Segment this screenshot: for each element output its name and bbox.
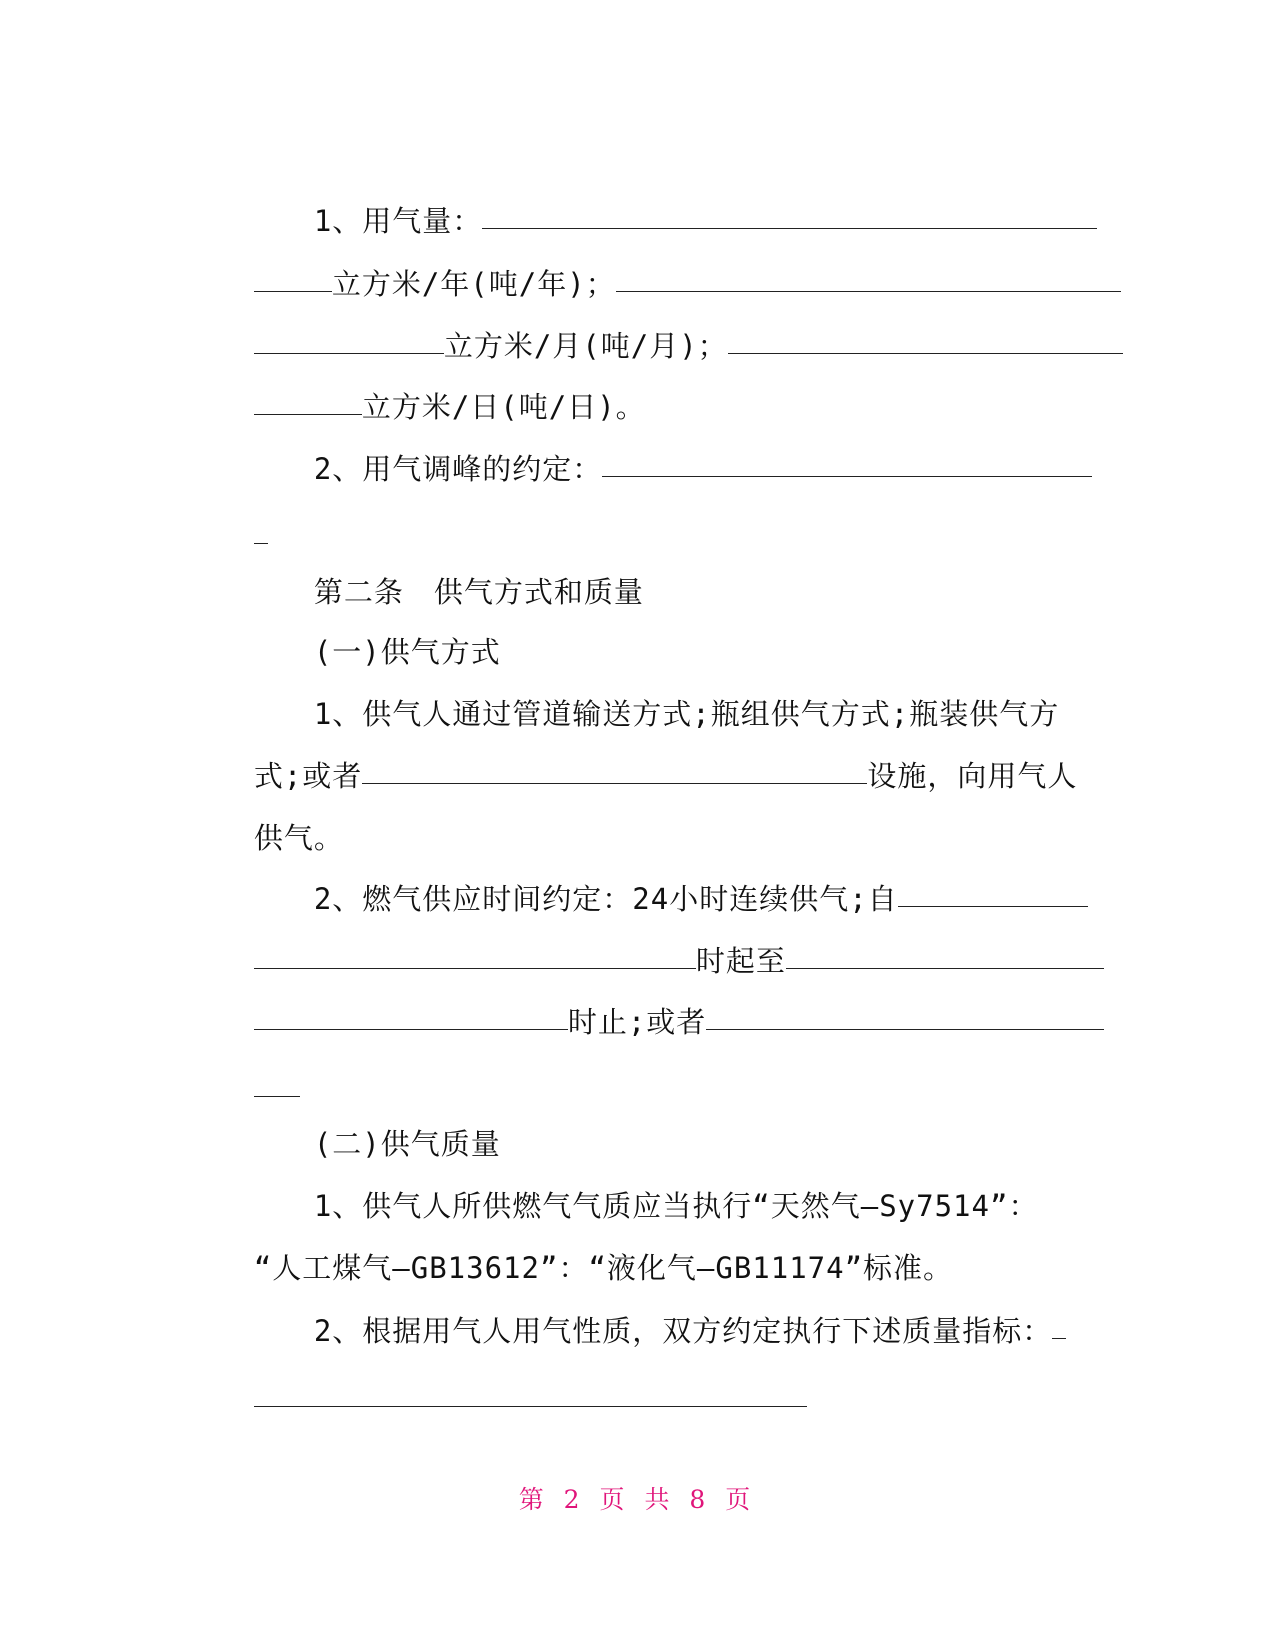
peak-agreement-label: 2、用气调峰的约定： xyxy=(313,452,603,486)
quality-standard-text: 1、供气人所供燃气气质应当执行“天然气—Sy7514”： xyxy=(313,1189,1039,1223)
quality-indicator-blank-line xyxy=(180,1315,1035,1371)
supply-method-item-1 xyxy=(240,630,1060,731)
supply-method-text: 1、供气人通过管道输送方式;瓶组供气方式;瓶装供气方 xyxy=(313,697,1060,731)
article-two-title: 第二条 供气方式和质量 xyxy=(313,575,644,609)
supply-method-item-1-cont xyxy=(180,692,1078,793)
usage-volume-line xyxy=(240,137,1035,238)
monthly-volume-line xyxy=(180,262,1035,363)
supply-method-heading xyxy=(240,568,1035,669)
supply-time-start-text: 时起至 xyxy=(695,944,786,978)
article-two-heading xyxy=(240,508,1035,609)
usage-volume-label: 1、用气量： xyxy=(313,204,483,238)
supply-quality-heading xyxy=(240,1060,1035,1161)
quality-indicator-text: 2、根据用气人用气性质，双方约定执行下述质量指标： xyxy=(313,1314,1053,1348)
supply-time-line xyxy=(240,815,1035,916)
supply-method-text-end: 设施，向用气人 xyxy=(867,759,1078,793)
daily-volume-line xyxy=(180,323,1035,424)
supply-time-text: 2、燃气供应时间约定：24小时连续供气;自 xyxy=(313,882,898,916)
daily-volume-text: 立方米/日(吨/日)。 xyxy=(361,390,646,424)
blank-continuation-line xyxy=(180,452,1035,508)
fill-blank xyxy=(1052,1338,1066,1339)
supply-time-start-line xyxy=(180,877,1035,978)
monthly-volume-text: 立方米/月(吨/月)； xyxy=(443,329,728,363)
supply-time-end-line xyxy=(180,938,1035,1039)
yearly-volume-line xyxy=(180,200,1035,301)
peak-agreement-line xyxy=(240,385,1035,486)
quality-indicator-line xyxy=(240,1247,1053,1348)
quality-standard-line xyxy=(240,1122,1039,1223)
blank-continuation-line-2 xyxy=(180,1005,1035,1061)
supply-method-text-cont: 式;或者 xyxy=(253,759,363,793)
quality-standard-text-cont: “人工煤气—GB13612”：“液化气—GB11174”标准。 xyxy=(253,1251,954,1285)
fill-blank xyxy=(254,1406,807,1407)
supply-method-title: (一)供气方式 xyxy=(313,635,501,669)
supply-method-text-final: 供气。 xyxy=(253,821,344,855)
supply-quality-title: (二)供气质量 xyxy=(313,1127,501,1161)
supply-time-end-text: 时止;或者 xyxy=(567,1005,707,1039)
supply-method-item-1-end xyxy=(180,754,1035,855)
page-number-footer: 第 2 页 共 8 页 xyxy=(518,1485,757,1514)
yearly-volume-text: 立方米/年(吨/年)； xyxy=(331,267,616,301)
quality-standard-line-cont xyxy=(180,1184,1035,1285)
